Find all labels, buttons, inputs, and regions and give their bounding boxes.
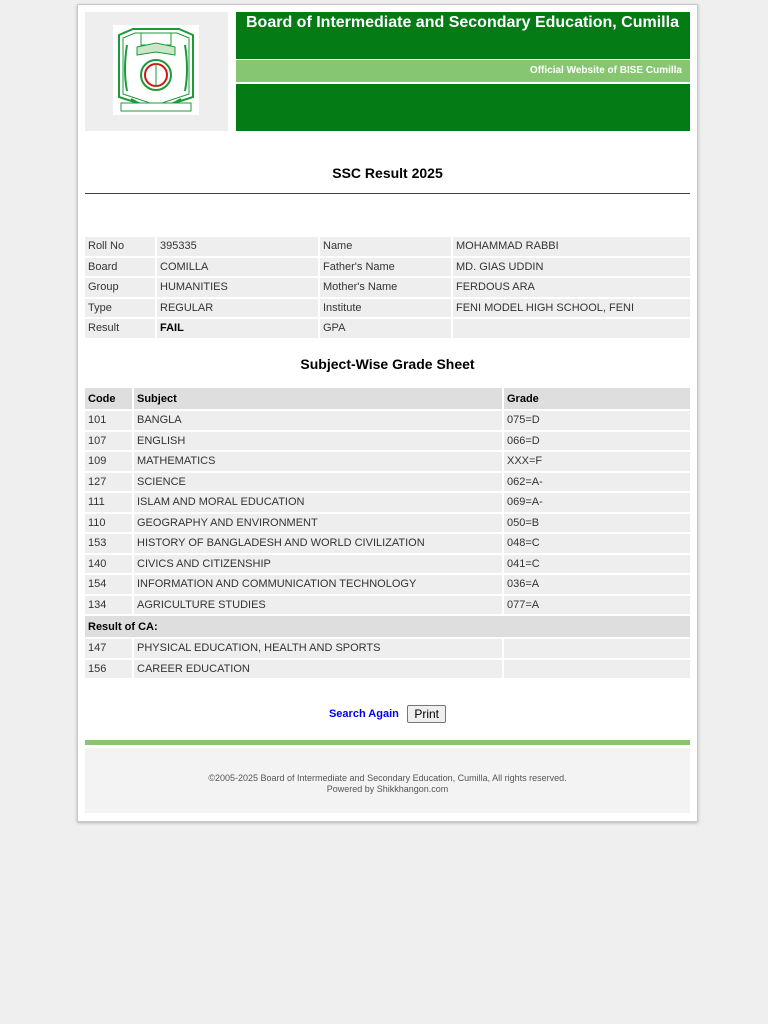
result-container xyxy=(77,4,698,822)
table-row xyxy=(85,473,690,492)
info-label: Father's Name xyxy=(320,258,451,277)
info-label: Board xyxy=(85,258,155,277)
subject-name: PHYSICAL EDUCATION, HEALTH AND SPORTS xyxy=(134,639,502,658)
info-row xyxy=(85,319,690,338)
info-value xyxy=(453,319,690,338)
powered-by-text: Powered by Shikkhangon.com xyxy=(326,784,449,794)
info-value: COMILLA xyxy=(157,258,318,277)
table-row xyxy=(85,534,690,553)
subject-code: 109 xyxy=(85,452,132,471)
info-value: FERDOUS ARA xyxy=(453,278,690,297)
subject-grade: XXX=F xyxy=(504,452,690,471)
subject-name: SCIENCE xyxy=(134,473,502,492)
header-subbanner xyxy=(236,60,690,82)
column-header-subject: Subject xyxy=(134,388,502,409)
table-row xyxy=(85,411,690,430)
table-row xyxy=(85,432,690,451)
info-row xyxy=(85,299,690,318)
subject-grade: 077=A xyxy=(504,596,690,615)
logo-box xyxy=(85,12,228,131)
print-button[interactable]: Print xyxy=(407,705,446,723)
info-value: FENI MODEL HIGH SCHOOL, FENI xyxy=(453,299,690,318)
subject-grade: 075=D xyxy=(504,411,690,430)
subject-grade: 048=C xyxy=(504,534,690,553)
table-row xyxy=(85,493,690,512)
header-banner xyxy=(236,12,690,59)
footer xyxy=(85,748,690,813)
info-value: MOHAMMAD RABBI xyxy=(453,237,690,256)
column-header-code: Code xyxy=(85,388,132,409)
search-again-link[interactable]: Search Again xyxy=(328,708,399,720)
info-row xyxy=(85,278,690,297)
subject-name: HISTORY OF BANGLADESH AND WORLD CIVILIZATION xyxy=(134,534,502,553)
subject-grade xyxy=(504,660,690,679)
subject-name: CAREER EDUCATION xyxy=(134,660,502,679)
table-row xyxy=(85,596,690,615)
subject-grade: 066=D xyxy=(504,432,690,451)
column-header-grade: Grade xyxy=(504,388,690,409)
info-value: HUMANITIES xyxy=(157,278,318,297)
subject-grade: 036=A xyxy=(504,575,690,594)
info-value: REGULAR xyxy=(157,299,318,318)
website-subtitle: Official Website of BISE Cumilla xyxy=(529,65,682,76)
copyright-text: ©2005-2025 Board of Intermediate and Secondary Education, Cumilla, All rights reserved. xyxy=(208,773,567,783)
student-info-table xyxy=(83,235,692,340)
subject-code: 153 xyxy=(85,534,132,553)
table-row xyxy=(85,452,690,471)
subject-code: 154 xyxy=(85,575,132,594)
info-label: Institute xyxy=(320,299,451,318)
subject-code: 147 xyxy=(85,639,132,658)
info-label: Type xyxy=(85,299,155,318)
subject-grade: 041=C xyxy=(504,555,690,574)
header xyxy=(85,12,690,131)
info-value: 395335 xyxy=(157,237,318,256)
header-banner-bottom xyxy=(236,84,690,131)
bise-logo-icon xyxy=(113,25,199,115)
subject-code: 134 xyxy=(85,596,132,615)
subject-grade: 050=B xyxy=(504,514,690,533)
table-row xyxy=(85,575,690,594)
subject-code: 110 xyxy=(85,514,132,533)
subject-grade xyxy=(504,639,690,658)
ca-label: Result of CA: xyxy=(85,616,690,637)
subject-code: 107 xyxy=(85,432,132,451)
info-row xyxy=(85,237,690,256)
subject-code: 101 xyxy=(85,411,132,430)
subject-code: 127 xyxy=(85,473,132,492)
info-label: Mother's Name xyxy=(320,278,451,297)
info-value: FAIL xyxy=(157,319,318,338)
subject-code: 111 xyxy=(85,493,132,512)
subject-name: GEOGRAPHY AND ENVIRONMENT xyxy=(134,514,502,533)
grade-header-row xyxy=(85,388,690,409)
info-label: Group xyxy=(85,278,155,297)
subject-grade: 069=A- xyxy=(504,493,690,512)
subject-name: ISLAM AND MORAL EDUCATION xyxy=(134,493,502,512)
subject-name: INFORMATION AND COMMUNICATION TECHNOLOGY xyxy=(134,575,502,594)
grade-sheet-title: Subject-Wise Grade Sheet xyxy=(300,356,475,372)
subject-name: MATHEMATICS xyxy=(134,452,502,471)
subject-name: BANGLA xyxy=(134,411,502,430)
subject-name: AGRICULTURE STUDIES xyxy=(134,596,502,615)
ca-header-row xyxy=(85,616,690,637)
info-row xyxy=(85,258,690,277)
subject-name: ENGLISH xyxy=(134,432,502,451)
info-value: MD. GIAS UDDIN xyxy=(453,258,690,277)
table-row xyxy=(85,660,690,679)
table-row xyxy=(85,555,690,574)
table-row xyxy=(85,514,690,533)
table-row xyxy=(85,639,690,658)
divider xyxy=(85,193,690,194)
subject-code: 156 xyxy=(85,660,132,679)
info-label: Result xyxy=(85,319,155,338)
subject-name: CIVICS AND CITIZENSHIP xyxy=(134,555,502,574)
actions-bar xyxy=(85,705,690,723)
subject-grade: 062=A- xyxy=(504,473,690,492)
board-title: Board of Intermediate and Secondary Education, Cumilla xyxy=(246,14,679,31)
page-title: SSC Result 2025 xyxy=(332,165,443,181)
grade-sheet-table xyxy=(83,386,692,680)
footer-divider xyxy=(85,740,690,745)
subject-code: 140 xyxy=(85,555,132,574)
info-label: GPA xyxy=(320,319,451,338)
info-label: Roll No xyxy=(85,237,155,256)
info-label: Name xyxy=(320,237,451,256)
